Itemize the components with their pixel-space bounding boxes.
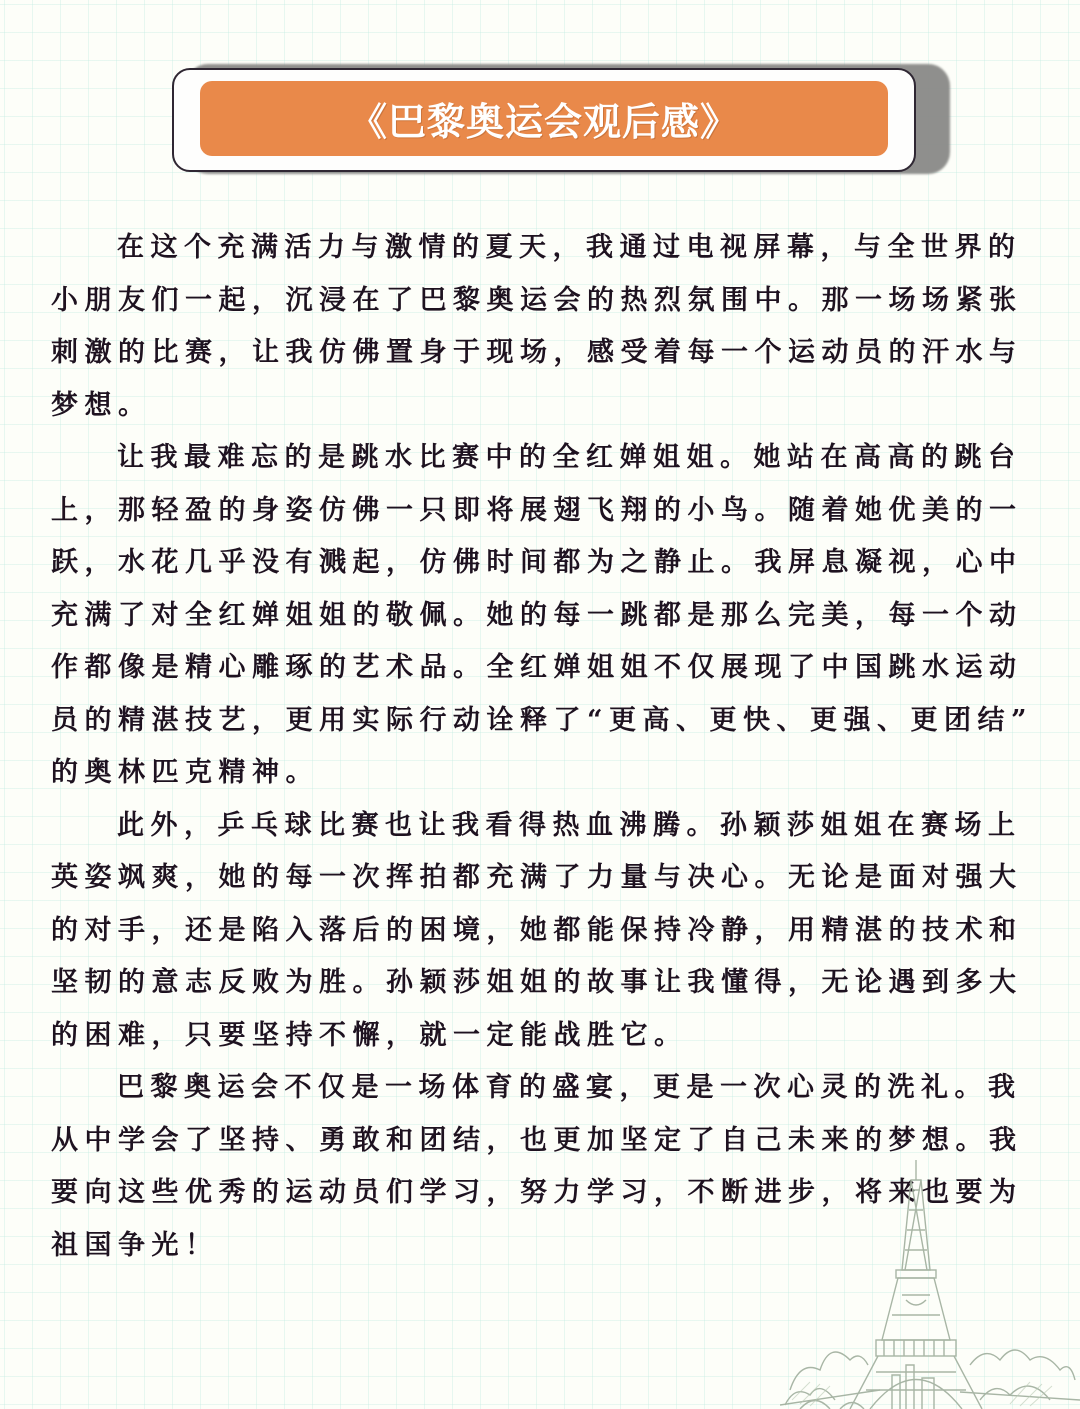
text-line: 跃，水花几乎没有溅起，仿佛时间都为之静止。我屏息凝视，心中 [51, 547, 1023, 578]
text-line: 此外，乒乓球比赛也让我看得热血沸腾。孙颖莎姐姐在赛场上 [117, 809, 1022, 841]
text-line: 上，那轻盈的身姿仿佛一只即将展翅飞翔的小鸟。随着她优美的一 [51, 494, 1023, 526]
paragraph-3 [51, 800, 1051, 1063]
paragraph-2 [51, 432, 1051, 800]
text-line: 英姿飒爽，她的每一次挥拍都充满了力量与决心。无论是面对强大 [51, 862, 1023, 893]
text-line: 梦想。 [51, 389, 152, 421]
text-line: 从中学会了坚持、勇敢和团结，也更加坚定了自己未来的梦想。我 [51, 1124, 1023, 1156]
text-line: 在这个充满活力与激情的夏天，我通过电视屏幕，与全世界的 [117, 232, 1022, 263]
page-title: 《巴黎奥运会观后感》 [348, 100, 739, 144]
text-line: 祖国争光！ [51, 1229, 219, 1261]
text-line: 小朋友们一起，沉浸在了巴黎奥运会的热烈氛围中。那一场场紧张 [51, 284, 1023, 316]
text-line: 的困难，只要坚持不懈，就一定能战胜它。 [51, 1019, 688, 1051]
text-line: 要向这些优秀的运动员们学习，努力学习，不断进步，将来也要为 [51, 1177, 1023, 1208]
title-banner [200, 81, 888, 156]
eiffel-tower-icon [780, 1160, 1080, 1409]
text-line: 员的精湛技艺，更用实际行动诠释了“更高、更快、更强、更团结” [51, 704, 1034, 736]
text-line: 作都像是精心雕琢的艺术品。全红婵姐姐不仅展现了中国跳水运动 [51, 652, 1023, 683]
text-line: 充满了对全红婵姐姐的敬佩。她的每一跳都是那么完美，每一个动 [51, 599, 1023, 631]
text-line: 坚韧的意志反败为胜。孙颖莎姐姐的故事让我懂得，无论遇到多大 [51, 967, 1023, 998]
text-line: 刺激的比赛，让我仿佛置身于现场，感受着每一个运动员的汗水与 [51, 337, 1023, 368]
text-line: 的对手，还是陷入落后的困境，她都能保持冷静，用精湛的技术和 [51, 914, 1023, 946]
text-line: 巴黎奥运会不仅是一场体育的盛宴，更是一次心灵的洗礼。我 [117, 1072, 1022, 1103]
paragraph-1 [51, 222, 1051, 432]
text-line: 让我最难忘的是跳水比赛中的全红婵姐姐。她站在高高的跳台 [117, 442, 1022, 473]
essay-body [51, 222, 1051, 1272]
text-line: 的奥林匹克精神。 [51, 757, 319, 788]
